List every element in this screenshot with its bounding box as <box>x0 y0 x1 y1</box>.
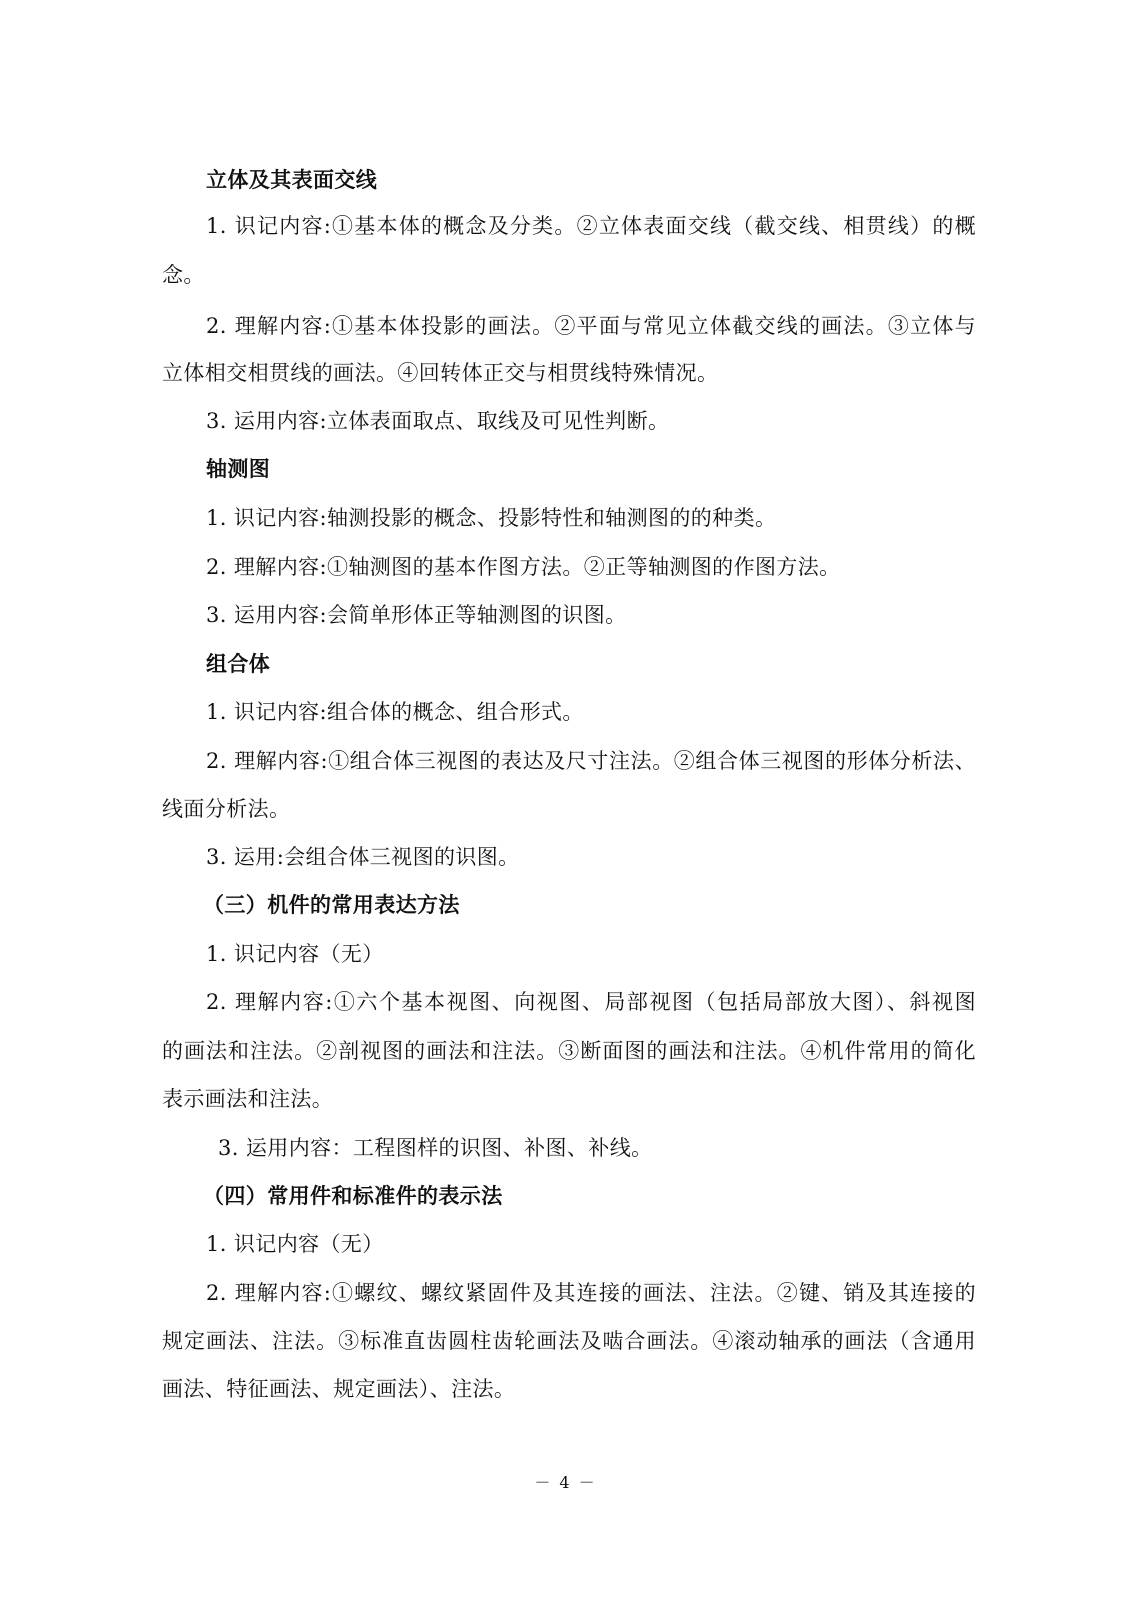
composite-item-2-line-1: 2. 理解内容:①组合体三视图的表达及尺寸注法。②组合体三视图的形体分析法、 <box>206 749 976 773</box>
section-heading-solid: 立体及其表面交线 <box>206 168 378 192</box>
solid-item-1-line-1: 1. 识记内容:①基本体的概念及分类。②立体表面交线（截交线、相贯线）的概 <box>206 214 976 238</box>
expression-item-1: 1. 识记内容（无） <box>206 942 384 966</box>
section-heading-composite: 组合体 <box>206 652 271 676</box>
page-number: － 4 － <box>534 1473 597 1492</box>
composite-item-2-line-2: 线面分析法。 <box>162 797 291 821</box>
standard-item-2-line-1: 2. 理解内容:①螺纹、螺纹紧固件及其连接的画法、注法。②键、销及其连接的 <box>206 1281 976 1305</box>
solid-item-2-line-1: 2. 理解内容:①基本体投影的画法。②平面与常见立体截交线的画法。③立体与 <box>206 314 976 338</box>
solid-item-3: 3. 运用内容:立体表面取点、取线及可见性判断。 <box>206 409 670 433</box>
section-heading-expression: （三）机件的常用表达方法 <box>203 893 460 917</box>
section-heading-standard: （四）常用件和标准件的表示法 <box>203 1184 503 1208</box>
expression-item-3: 3. 运用内容：工程图样的识图、补图、补线。 <box>218 1136 653 1160</box>
solid-item-1-line-2: 念。 <box>162 263 205 287</box>
axonometric-item-1: 1. 识记内容:轴测投影的概念、投影特性和轴测图的的种类。 <box>206 506 777 530</box>
standard-item-2-line-3: 画法、特征画法、规定画法）、注法。 <box>162 1377 516 1401</box>
solid-item-2-line-2: 立体相交相贯线的画法。④回转体正交与相贯线特殊情况。 <box>162 361 719 385</box>
standard-item-2-line-2: 规定画法、注法。③标准直齿圆柱齿轮画法及啮合画法。④滚动轴承的画法（含通用 <box>162 1329 976 1353</box>
expression-item-2-line-2: 的画法和注法。②剖视图的画法和注法。③断面图的画法和注法。④机件常用的简化 <box>162 1039 976 1063</box>
composite-item-3: 3. 运用:会组合体三视图的识图。 <box>206 845 520 869</box>
expression-item-2-line-1: 2. 理解内容:①六个基本视图、向视图、局部视图（包括局部放大图）、斜视图 <box>206 990 976 1014</box>
expression-item-2-line-3: 表示画法和注法。 <box>162 1087 334 1111</box>
section-heading-axonometric: 轴测图 <box>206 457 271 481</box>
axonometric-item-3: 3. 运用内容:会简单形体正等轴测图的识图。 <box>206 603 627 627</box>
composite-item-1: 1. 识记内容:组合体的概念、组合形式。 <box>206 700 584 724</box>
axonometric-item-2: 2. 理解内容:①轴测图的基本作图方法。②正等轴测图的作图方法。 <box>206 555 841 579</box>
standard-item-1: 1. 识记内容（无） <box>206 1232 384 1256</box>
